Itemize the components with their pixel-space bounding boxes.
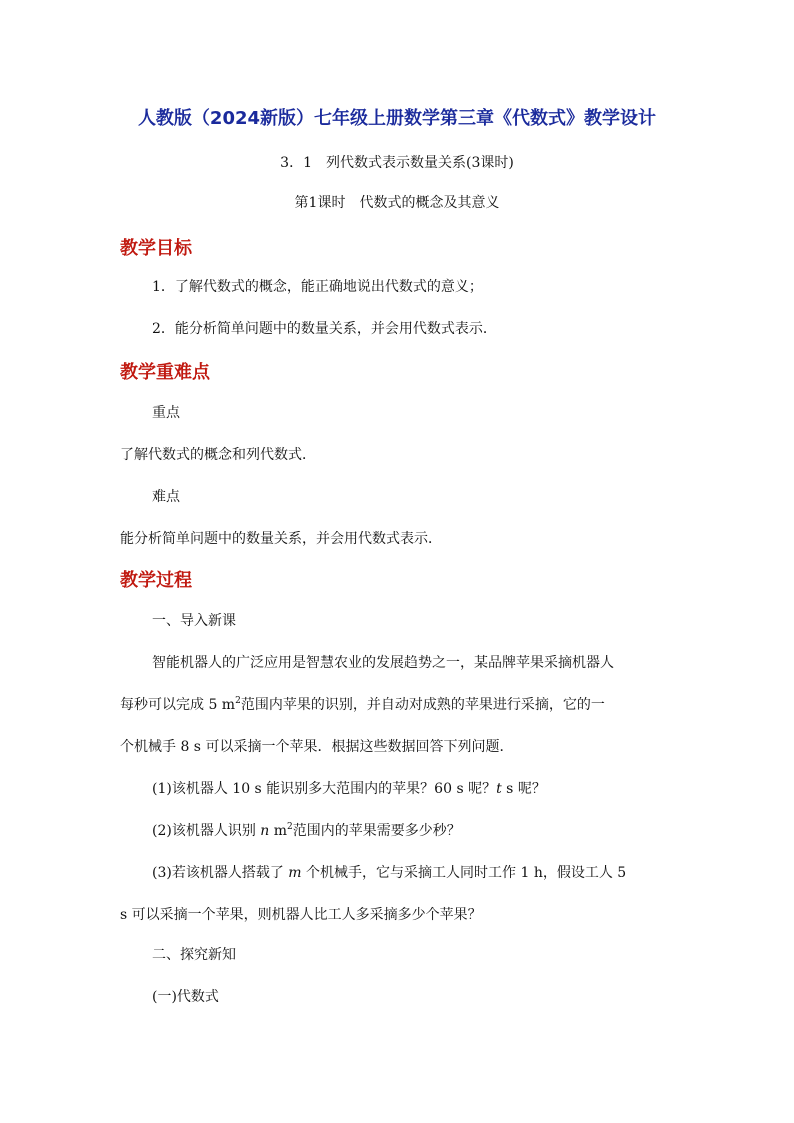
intro-line-3: 个机械手 8 s 可以采摘一个苹果．根据这些数据回答下列问题．	[120, 739, 514, 755]
unit-m: m	[269, 823, 288, 839]
focus-label: 重点	[152, 405, 180, 421]
question-3-text: (3)若该机器人搭载了	[152, 865, 289, 881]
question-3	[152, 862, 626, 882]
question-2-text: (2)该机器人识别	[152, 823, 261, 839]
document-title: 人教版（2024新版）七年级上册数学第三章《代数式》教学设计	[137, 108, 657, 129]
part1-title: 一、导入新课	[152, 613, 236, 629]
heading-key-points: 教学重难点	[120, 362, 210, 383]
question-3-end: 个机械手，它与采摘工人同时工作 1 h，假设工人 5	[301, 865, 627, 881]
difficulty-text: 能分析简单问题中的数量关系，并会用代数式表示．	[120, 531, 442, 547]
heading-objectives: 教学目标	[120, 238, 192, 259]
intro-line-2	[120, 694, 675, 714]
lesson-title: 第1课时 代数式的概念及其意义	[294, 195, 500, 211]
question-2	[152, 820, 461, 840]
objective-item: 1．了解代数式的概念，能正确地说出代数式的意义；	[152, 279, 483, 295]
variable-n: n	[260, 823, 270, 839]
heading-process: 教学过程	[120, 570, 192, 591]
intro-line-2-end: 范围内苹果的识别，并自动对成熟的苹果进行采摘，它的一	[240, 697, 605, 713]
intro-line-1: 智能机器人的广泛应用是智慧农业的发展趋势之一，某品牌苹果采摘机器人	[152, 655, 614, 671]
question-1	[152, 778, 546, 798]
superscript: 2	[287, 822, 293, 832]
part2-title: 二、探究新知	[152, 947, 236, 963]
question-1-end: s 呢？	[501, 781, 546, 797]
question-2-end: 范围内的苹果需要多少秒？	[292, 823, 461, 839]
variable-t: t	[496, 781, 502, 797]
variable-m: m	[288, 865, 302, 881]
intro-line-2-start: 每秒可以完成 5 m	[120, 697, 236, 713]
subsection-title: (一)代数式	[152, 989, 219, 1005]
question-3-line-2: s 可以采摘一个苹果，则机器人比工人多采摘多少个苹果？	[120, 907, 482, 923]
focus-text: 了解代数式的概念和列代数式．	[120, 447, 316, 463]
superscript: 2	[235, 696, 241, 706]
question-1-text: (1)该机器人 10 s 能识别多大范围内的苹果？60 s 呢？	[152, 781, 497, 797]
objective-item: 2．能分析简单问题中的数量关系，并会用代数式表示．	[152, 321, 497, 337]
difficulty-label: 难点	[152, 489, 180, 505]
section-title: 3．1 列代数式表示数量关系(3课时)	[280, 155, 514, 171]
